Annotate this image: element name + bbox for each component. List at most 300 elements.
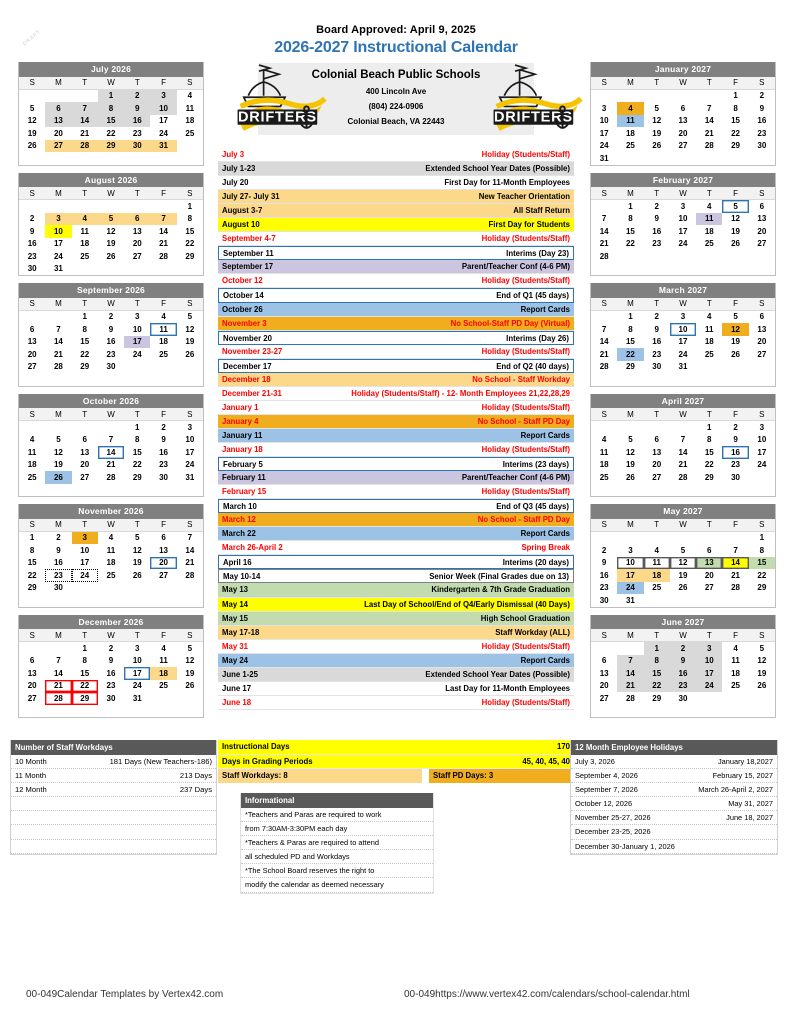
day-cell[interactable]: 18 — [704, 337, 714, 347]
day-cell[interactable]: 30 — [124, 140, 150, 153]
day-cell[interactable]: 2 — [733, 422, 738, 432]
day-cell[interactable]: 5 — [187, 312, 193, 322]
day-cell[interactable]: 11 — [159, 656, 168, 666]
day-cell[interactable]: 29 — [80, 362, 90, 372]
day-cell[interactable]: 10 — [757, 435, 767, 445]
day-cell[interactable]: 18 — [150, 667, 176, 680]
day-cell[interactable]: 9 — [759, 103, 765, 113]
day-cell[interactable]: 11 — [696, 213, 722, 226]
day-cell[interactable]: 14 — [599, 226, 609, 236]
day-cell[interactable]: 26 — [757, 681, 767, 691]
day-cell[interactable]: 13 — [652, 447, 662, 457]
day-cell[interactable]: 7 — [150, 213, 176, 226]
day-cell[interactable]: 12 — [27, 116, 37, 126]
day-cell[interactable]: 27 — [757, 349, 767, 359]
day-cell[interactable]: 4 — [29, 435, 35, 445]
day-cell[interactable]: 26 — [731, 349, 740, 359]
day-cell[interactable]: 8 — [82, 324, 87, 334]
day-cell[interactable]: 23 — [27, 251, 37, 261]
day-cell[interactable]: 16 — [53, 558, 63, 568]
day-cell[interactable]: 25 — [599, 472, 609, 482]
day-cell[interactable]: 2 — [654, 312, 659, 322]
day-cell[interactable]: 3 — [759, 422, 765, 432]
day-cell[interactable]: 18 — [106, 558, 116, 568]
day-cell[interactable]: 18 — [27, 460, 37, 470]
day-cell[interactable]: 22 — [27, 570, 37, 580]
day-cell[interactable]: 2 — [124, 89, 150, 102]
day-cell[interactable]: 1 — [187, 201, 193, 211]
day-cell[interactable]: 22 — [757, 570, 767, 580]
day-cell[interactable]: 14 — [72, 115, 98, 128]
day-cell[interactable]: 31 — [625, 595, 635, 605]
day-cell[interactable]: 24 — [159, 128, 168, 138]
day-cell[interactable]: 4 — [617, 102, 643, 115]
day-cell[interactable]: 28 — [599, 251, 609, 261]
day-cell[interactable]: 16 — [757, 116, 767, 126]
day-cell[interactable]: 20 — [132, 239, 142, 249]
day-cell[interactable]: 8 — [707, 435, 712, 445]
day-cell[interactable]: 10 — [670, 323, 696, 336]
day-cell[interactable]: 22 — [72, 680, 98, 693]
day-cell[interactable]: 27 — [159, 570, 168, 580]
day-cell[interactable]: 9 — [733, 435, 738, 445]
day-cell[interactable]: 18 — [185, 116, 195, 126]
day-cell[interactable]: 15 — [731, 116, 740, 126]
day-cell[interactable]: 7 — [56, 324, 61, 334]
day-cell[interactable]: 27 — [599, 693, 609, 703]
day-cell[interactable]: 24 — [757, 460, 767, 470]
day-cell[interactable]: 21 — [731, 570, 740, 580]
day-cell[interactable]: 11 — [80, 226, 89, 236]
day-cell[interactable]: 21 — [678, 460, 688, 470]
day-cell[interactable]: 23 — [599, 583, 609, 593]
day-cell[interactable]: 11 — [731, 656, 740, 666]
day-cell[interactable]: 13 — [757, 214, 767, 224]
day-cell[interactable]: 9 — [161, 435, 166, 445]
day-cell[interactable]: 29 — [625, 362, 635, 372]
day-cell[interactable]: 17 — [80, 558, 90, 568]
day-cell[interactable]: 4 — [161, 643, 166, 653]
day-cell[interactable]: 4 — [108, 533, 114, 543]
day-cell[interactable]: 24 — [132, 681, 142, 691]
day-cell[interactable]: 13 — [45, 115, 71, 128]
day-cell[interactable]: 16 — [722, 446, 748, 459]
day-cell[interactable]: 28 — [599, 362, 609, 372]
day-cell[interactable]: 16 — [652, 337, 662, 347]
day-cell[interactable]: 8 — [82, 656, 87, 666]
day-cell[interactable]: 3 — [601, 103, 607, 113]
day-cell[interactable]: 10 — [150, 102, 176, 115]
day-cell[interactable]: 20 — [704, 570, 714, 580]
day-cell[interactable]: 21 — [80, 128, 90, 138]
day-cell[interactable]: 20 — [652, 460, 662, 470]
day-cell[interactable]: 25 — [159, 349, 168, 359]
day-cell[interactable]: 21 — [45, 680, 71, 693]
day-cell[interactable]: 28 — [731, 583, 740, 593]
day-cell[interactable]: 11 — [185, 103, 195, 113]
day-cell[interactable]: 31 — [132, 693, 142, 703]
day-cell[interactable]: 17 — [678, 337, 688, 347]
day-cell[interactable]: 28 — [704, 141, 714, 151]
day-cell[interactable]: 1 — [135, 422, 140, 432]
day-cell[interactable]: 4 — [187, 91, 193, 101]
day-cell[interactable]: 23 — [670, 680, 696, 693]
day-cell[interactable]: 30 — [27, 264, 37, 274]
day-cell[interactable]: 18 — [159, 337, 168, 347]
day-cell[interactable]: 24 — [132, 349, 142, 359]
day-cell[interactable]: 13 — [599, 668, 609, 678]
day-cell[interactable]: 22 — [132, 460, 142, 470]
day-cell[interactable]: 26 — [27, 141, 37, 151]
day-cell[interactable]: 13 — [132, 226, 142, 236]
day-cell[interactable]: 25 — [159, 681, 168, 691]
day-cell[interactable]: 8 — [98, 102, 124, 115]
day-cell[interactable]: 28 — [106, 472, 116, 482]
day-cell[interactable]: 5 — [56, 435, 61, 445]
day-cell[interactable]: 12 — [731, 214, 740, 224]
day-cell[interactable]: 2 — [601, 545, 607, 555]
day-cell[interactable]: 11 — [150, 323, 176, 336]
day-cell[interactable]: 14 — [53, 337, 63, 347]
day-cell[interactable]: 18 — [625, 128, 635, 138]
day-cell[interactable]: 12 — [625, 447, 635, 457]
day-cell[interactable]: 2 — [654, 201, 659, 211]
day-cell[interactable]: 2 — [161, 422, 166, 432]
day-cell[interactable]: 25 — [625, 141, 635, 151]
day-cell[interactable]: 8 — [628, 214, 633, 224]
day-cell[interactable]: 15 — [704, 447, 714, 457]
day-cell[interactable]: 9 — [670, 655, 696, 668]
day-cell[interactable]: 5 — [654, 103, 659, 113]
day-cell[interactable]: 2 — [759, 91, 765, 101]
day-cell[interactable]: 7 — [617, 655, 643, 668]
day-cell[interactable]: 10 — [132, 656, 142, 666]
day-cell[interactable]: 4 — [707, 201, 712, 211]
day-cell[interactable]: 23 — [652, 349, 662, 359]
day-cell[interactable]: 6 — [680, 103, 686, 113]
day-cell[interactable]: 20 — [757, 226, 767, 236]
day-cell[interactable]: 6 — [654, 435, 659, 445]
day-cell[interactable]: 26 — [45, 471, 71, 484]
day-cell[interactable]: 5 — [135, 533, 140, 543]
day-cell[interactable]: 24 — [678, 239, 688, 249]
day-cell[interactable]: 31 — [599, 153, 609, 163]
day-cell[interactable]: 19 — [678, 570, 688, 580]
day-cell[interactable]: 30 — [731, 472, 740, 482]
day-cell[interactable]: 20 — [27, 349, 37, 359]
day-cell[interactable]: 4 — [733, 643, 738, 653]
day-cell[interactable]: 28 — [53, 362, 63, 372]
day-cell[interactable]: 16 — [159, 447, 168, 457]
day-cell[interactable]: 22 — [80, 349, 90, 359]
day-cell[interactable]: 2 — [56, 533, 61, 543]
day-cell[interactable]: 27 — [704, 583, 714, 593]
day-cell[interactable]: 6 — [759, 201, 765, 211]
day-cell[interactable]: 8 — [187, 214, 193, 224]
day-cell[interactable]: 18 — [644, 569, 670, 582]
day-cell[interactable]: 22 — [106, 128, 116, 138]
day-cell[interactable]: 13 — [696, 557, 722, 570]
day-cell[interactable]: 27 — [757, 239, 767, 249]
day-cell[interactable]: 21 — [617, 680, 643, 693]
day-cell[interactable]: 22 — [731, 128, 740, 138]
day-cell[interactable]: 26 — [731, 239, 740, 249]
day-cell[interactable]: 23 — [106, 681, 116, 691]
day-cell[interactable]: 23 — [159, 460, 168, 470]
day-cell[interactable]: 26 — [106, 251, 116, 261]
day-cell[interactable]: 27 — [45, 140, 71, 153]
day-cell[interactable]: 1 — [628, 312, 633, 322]
day-cell[interactable]: 12 — [757, 656, 767, 666]
day-cell[interactable]: 26 — [625, 472, 635, 482]
day-cell[interactable]: 4 — [72, 213, 98, 226]
day-cell[interactable]: 14 — [722, 557, 748, 570]
day-cell[interactable]: 26 — [185, 681, 195, 691]
day-cell[interactable]: 14 — [617, 667, 643, 680]
day-cell[interactable]: 29 — [731, 141, 740, 151]
day-cell[interactable]: 5 — [759, 643, 765, 653]
day-cell[interactable]: 28 — [185, 570, 195, 580]
day-cell[interactable]: 20 — [599, 681, 609, 691]
day-cell[interactable]: 9 — [108, 656, 114, 666]
day-cell[interactable]: 10 — [599, 116, 609, 126]
day-cell[interactable]: 30 — [652, 362, 662, 372]
day-cell[interactable]: 15 — [185, 226, 195, 236]
day-cell[interactable]: 19 — [185, 337, 195, 347]
day-cell[interactable]: 12 — [652, 116, 662, 126]
day-cell[interactable]: 18 — [731, 668, 740, 678]
day-cell[interactable]: 15 — [80, 668, 90, 678]
day-cell[interactable]: 18 — [704, 226, 714, 236]
day-cell[interactable]: 15 — [749, 557, 775, 570]
day-cell[interactable]: 17 — [599, 128, 609, 138]
day-cell[interactable]: 25 — [704, 349, 714, 359]
day-cell[interactable]: 7 — [108, 435, 114, 445]
day-cell[interactable]: 4 — [654, 545, 659, 555]
day-cell[interactable]: 14 — [704, 116, 714, 126]
day-cell[interactable]: 20 — [678, 128, 688, 138]
day-cell[interactable]: 3 — [72, 531, 98, 544]
day-cell[interactable]: 9 — [654, 214, 659, 224]
day-cell[interactable]: 17 — [53, 239, 63, 249]
day-cell[interactable]: 19 — [652, 128, 662, 138]
day-cell[interactable]: 15 — [132, 447, 142, 457]
day-cell[interactable]: 23 — [106, 349, 116, 359]
day-cell[interactable]: 12 — [132, 545, 142, 555]
day-cell[interactable]: 25 — [27, 472, 37, 482]
day-cell[interactable]: 11 — [599, 447, 609, 457]
day-cell[interactable]: 29 — [72, 692, 98, 705]
day-cell[interactable]: 2 — [29, 214, 35, 224]
day-cell[interactable]: 6 — [29, 656, 35, 666]
day-cell[interactable]: 7 — [187, 533, 193, 543]
day-cell[interactable]: 7 — [72, 102, 98, 115]
day-cell[interactable]: 5 — [722, 200, 748, 213]
day-cell[interactable]: 9 — [601, 558, 607, 568]
day-cell[interactable]: 11 — [27, 447, 37, 457]
day-cell[interactable]: 21 — [159, 239, 168, 249]
day-cell[interactable]: 17 — [678, 226, 688, 236]
day-cell[interactable]: 3 — [187, 422, 193, 432]
day-cell[interactable]: 13 — [757, 324, 767, 334]
day-cell[interactable]: 12 — [106, 226, 116, 236]
day-cell[interactable]: 15 — [98, 115, 124, 128]
day-cell[interactable]: 27 — [652, 472, 662, 482]
day-cell[interactable]: 6 — [161, 533, 166, 543]
day-cell[interactable]: 30 — [159, 472, 168, 482]
day-cell[interactable]: 29 — [98, 140, 124, 153]
day-cell[interactable]: 2 — [108, 312, 114, 322]
day-cell[interactable]: 20 — [757, 337, 767, 347]
day-cell[interactable]: 22 — [185, 239, 195, 249]
day-cell[interactable]: 24 — [696, 680, 722, 693]
day-cell[interactable]: 9 — [654, 324, 659, 334]
day-cell[interactable]: 10 — [185, 435, 195, 445]
day-cell[interactable]: 12 — [185, 324, 195, 334]
day-cell[interactable]: 19 — [106, 239, 116, 249]
day-cell[interactable]: 26 — [652, 141, 662, 151]
day-cell[interactable]: 19 — [731, 337, 740, 347]
day-cell[interactable]: 19 — [625, 460, 635, 470]
day-cell[interactable]: 19 — [757, 668, 767, 678]
day-cell[interactable]: 3 — [150, 89, 176, 102]
day-cell[interactable]: 29 — [652, 693, 662, 703]
day-cell[interactable]: 21 — [599, 349, 609, 359]
day-cell[interactable]: 14 — [53, 668, 63, 678]
day-cell[interactable]: 28 — [72, 140, 98, 153]
day-cell[interactable]: 3 — [628, 545, 633, 555]
day-cell[interactable]: 31 — [678, 362, 688, 372]
day-cell[interactable]: 25 — [652, 583, 662, 593]
day-cell[interactable]: 21 — [599, 239, 609, 249]
day-cell[interactable]: 7 — [601, 214, 607, 224]
day-cell[interactable]: 21 — [185, 558, 195, 568]
day-cell[interactable]: 19 — [132, 558, 142, 568]
day-cell[interactable]: 1 — [707, 422, 712, 432]
day-cell[interactable]: 21 — [106, 460, 116, 470]
day-cell[interactable]: 23 — [757, 128, 767, 138]
day-cell[interactable]: 10 — [696, 655, 722, 668]
day-cell[interactable]: 24 — [53, 251, 63, 261]
day-cell[interactable]: 16 — [599, 570, 609, 580]
day-cell[interactable]: 26 — [678, 583, 688, 593]
day-cell[interactable]: 25 — [731, 681, 740, 691]
day-cell[interactable]: 7 — [733, 545, 738, 555]
day-cell[interactable]: 24 — [617, 582, 643, 595]
day-cell[interactable]: 8 — [733, 103, 738, 113]
day-cell[interactable]: 27 — [678, 141, 688, 151]
day-cell[interactable]: 11 — [106, 545, 116, 555]
day-cell[interactable]: 15 — [625, 337, 635, 347]
day-cell[interactable]: 14 — [678, 447, 688, 457]
day-cell[interactable]: 17 — [124, 667, 150, 680]
day-cell[interactable]: 31 — [53, 264, 63, 274]
day-cell[interactable]: 30 — [757, 141, 767, 151]
day-cell[interactable]: 13 — [80, 447, 90, 457]
day-cell[interactable]: 2 — [108, 643, 114, 653]
day-cell[interactable]: 5 — [98, 213, 124, 226]
day-cell[interactable]: 24 — [678, 349, 688, 359]
day-cell[interactable]: 12 — [185, 656, 195, 666]
day-cell[interactable]: 1 — [29, 533, 35, 543]
day-cell[interactable]: 13 — [159, 545, 168, 555]
day-cell[interactable]: 22 — [625, 239, 635, 249]
day-cell[interactable]: 25 — [80, 251, 90, 261]
day-cell[interactable]: 8 — [759, 545, 765, 555]
day-cell[interactable]: 28 — [45, 692, 71, 705]
day-cell[interactable]: 5 — [187, 643, 193, 653]
day-cell[interactable]: 1 — [98, 89, 124, 102]
day-cell[interactable]: 16 — [652, 226, 662, 236]
day-cell[interactable]: 11 — [705, 324, 714, 334]
day-cell[interactable]: 27 — [80, 472, 90, 482]
day-cell[interactable]: 30 — [599, 595, 609, 605]
day-cell[interactable]: 16 — [106, 337, 116, 347]
day-cell[interactable]: 11 — [644, 557, 670, 570]
day-cell[interactable]: 30 — [678, 693, 688, 703]
day-cell[interactable]: 1 — [82, 312, 87, 322]
day-cell[interactable]: 17 — [696, 667, 722, 680]
day-cell[interactable]: 14 — [185, 545, 195, 555]
day-cell[interactable]: 8 — [628, 324, 633, 334]
day-cell[interactable]: 28 — [625, 693, 635, 703]
day-cell[interactable]: 6 — [759, 312, 765, 322]
day-cell[interactable]: 3 — [135, 643, 140, 653]
day-cell[interactable]: 19 — [185, 668, 195, 678]
day-cell[interactable]: 8 — [644, 655, 670, 668]
day-cell[interactable]: 10 — [132, 324, 142, 334]
day-cell[interactable]: 29 — [132, 472, 142, 482]
day-cell[interactable]: 17 — [185, 447, 195, 457]
day-cell[interactable]: 14 — [98, 446, 124, 459]
day-cell[interactable]: 9 — [29, 226, 35, 236]
day-cell[interactable]: 9 — [108, 324, 114, 334]
day-cell[interactable]: 12 — [53, 447, 63, 457]
day-cell[interactable]: 1 — [733, 91, 738, 101]
day-cell[interactable]: 14 — [599, 337, 609, 347]
day-cell[interactable]: 22 — [617, 348, 643, 361]
day-cell[interactable]: 17 — [124, 336, 150, 349]
day-cell[interactable]: 11 — [617, 115, 643, 128]
day-cell[interactable]: 24 — [599, 141, 609, 151]
day-cell[interactable]: 12 — [670, 557, 696, 570]
day-cell[interactable]: 21 — [704, 128, 714, 138]
day-cell[interactable]: 10 — [678, 214, 688, 224]
day-cell[interactable]: 13 — [27, 668, 37, 678]
day-cell[interactable]: 10 — [45, 225, 71, 238]
day-cell[interactable]: 6 — [45, 102, 71, 115]
day-cell[interactable]: 3 — [45, 213, 71, 226]
day-cell[interactable]: 24 — [185, 460, 195, 470]
day-cell[interactable]: 1 — [82, 643, 87, 653]
day-cell[interactable]: 26 — [185, 349, 195, 359]
day-cell[interactable]: 1 — [644, 642, 670, 655]
day-cell[interactable]: 16 — [27, 239, 37, 249]
day-cell[interactable]: 23 — [45, 569, 71, 582]
day-cell[interactable]: 29 — [27, 583, 37, 593]
day-cell[interactable]: 29 — [757, 583, 767, 593]
day-cell[interactable]: 7 — [56, 656, 61, 666]
day-cell[interactable]: 7 — [680, 435, 686, 445]
day-cell[interactable]: 17 — [757, 447, 767, 457]
day-cell[interactable]: 21 — [53, 349, 63, 359]
day-cell[interactable]: 7 — [601, 324, 607, 334]
day-cell[interactable]: 30 — [106, 693, 116, 703]
day-cell[interactable]: 27 — [27, 693, 37, 703]
day-cell[interactable]: 3 — [680, 312, 686, 322]
day-cell[interactable]: 17 — [617, 569, 643, 582]
day-cell[interactable]: 6 — [707, 545, 712, 555]
